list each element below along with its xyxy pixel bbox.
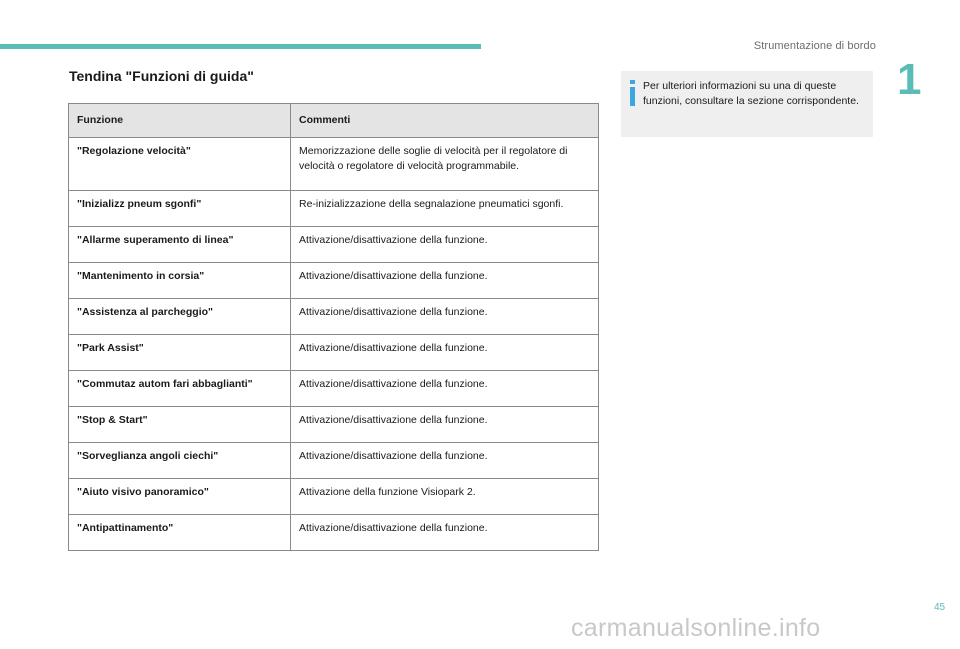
comment-cell: Attivazione/disattivazione della funzione. [291, 299, 599, 335]
comment-cell: Attivazione/disattivazione della funzione. [291, 515, 599, 551]
table-row [69, 335, 599, 371]
comment-cell: Attivazione/disattivazione della funzione. [291, 335, 599, 371]
comment-cell: Attivazione/disattivazione della funzione. [291, 407, 599, 443]
function-cell: "Regolazione velocità" [69, 138, 291, 191]
page-number: 45 [934, 602, 946, 613]
table-row [69, 443, 599, 479]
function-cell: "Stop & Start" [69, 407, 291, 443]
comment-cell: Memorizzazione delle soglie di velocità per il regolatore di velocità o regolatore di velocità programmabile. [291, 138, 599, 191]
info-text: Per ulteriori informazioni su una di queste funzioni, consultare la sezione corrispondente. [643, 80, 859, 108]
info-icon [629, 80, 637, 106]
top-accent-bar [0, 44, 481, 49]
function-cell: "Allarme superamento di linea" [69, 227, 291, 263]
function-cell: "Mantenimento in corsia" [69, 263, 291, 299]
table-row [69, 515, 599, 551]
section-header: Strumentazione di bordo [753, 40, 876, 52]
table-row [69, 371, 599, 407]
info-box [621, 71, 873, 137]
table-row [69, 191, 599, 227]
function-cell: "Park Assist" [69, 335, 291, 371]
table-row [69, 479, 599, 515]
watermark: carmanualsonline.info [571, 614, 821, 642]
column-header-function: Funzione [69, 104, 291, 138]
comment-cell: Attivazione della funzione Visiopark 2. [291, 479, 599, 515]
function-cell: "Inizializz pneum sgonfi" [69, 191, 291, 227]
function-cell: "Commutaz autom fari abbaglianti" [69, 371, 291, 407]
column-header-comments: Commenti [291, 104, 599, 138]
page-title: Tendina "Funzioni di guida" [69, 68, 254, 84]
function-cell: "Assistenza al parcheggio" [69, 299, 291, 335]
info-icon-dot [630, 80, 635, 84]
info-icon-bar [630, 87, 635, 106]
table-row [69, 263, 599, 299]
chapter-number: 1 [897, 55, 922, 104]
table-row [69, 138, 599, 191]
functions-table [68, 103, 599, 551]
table-row [69, 227, 599, 263]
table-row [69, 299, 599, 335]
function-cell: "Antipattinamento" [69, 515, 291, 551]
function-cell: "Aiuto visivo panoramico" [69, 479, 291, 515]
comment-cell: Attivazione/disattivazione della funzione. [291, 263, 599, 299]
table-header-row [69, 104, 599, 138]
comment-cell: Re-inizializzazione della segnalazione pneumatici sgonfi. [291, 191, 599, 227]
table-row [69, 407, 599, 443]
comment-cell: Attivazione/disattivazione della funzione. [291, 371, 599, 407]
function-cell: "Sorveglianza angoli ciechi" [69, 443, 291, 479]
comment-cell: Attivazione/disattivazione della funzione. [291, 227, 599, 263]
comment-cell: Attivazione/disattivazione della funzione. [291, 443, 599, 479]
